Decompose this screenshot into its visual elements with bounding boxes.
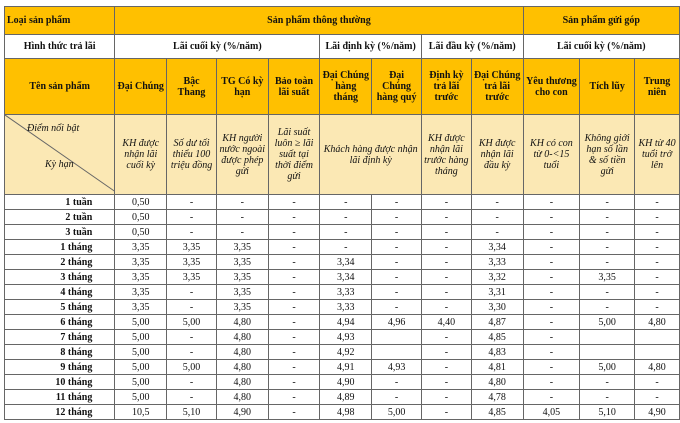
rate-cell: - [268,270,320,285]
rate-cell: - [372,240,422,255]
rate-cell: 3,34 [320,255,372,270]
rate-cell: - [523,330,580,345]
rate-cell [580,345,635,360]
rate-rows [5,195,680,420]
rate-cell: - [580,225,635,240]
product-bac-thang: Bậc Thang [167,59,217,115]
rate-cell: - [421,270,471,285]
regular-products-header: Sản phẩm thông thường [115,7,523,35]
rate-cell: 4,96 [372,315,422,330]
table-row [5,195,680,210]
product-dinh-ky-tra-lai-truoc: Định kỳ trả lãi trước [421,59,471,115]
rate-cell: - [523,390,580,405]
periodic-interest-header: Lãi định kỳ (%/năm) [320,35,422,59]
term-cell: 2 tháng [5,255,115,270]
feature-text: KH có con từ 0-<15 tuổi [523,115,580,195]
rate-cell: 5,00 [115,390,167,405]
table-row [5,315,680,330]
term-cell: 7 tháng [5,330,115,345]
rate-cell: - [167,300,217,315]
rate-cell: - [372,390,422,405]
rate-cell: - [635,390,680,405]
rate-cell [635,345,680,360]
term-cell: 3 tuần [5,225,115,240]
rate-cell: - [268,285,320,300]
rate-cell: 5,00 [115,315,167,330]
term-cell: 4 tháng [5,285,115,300]
table-row [5,405,680,420]
rate-cell: - [523,210,580,225]
term-cell: 1 tuần [5,195,115,210]
rate-cell: - [421,255,471,270]
rate-cell: - [523,255,580,270]
rate-cell: - [268,195,320,210]
table-row [5,240,680,255]
rate-cell: 4,85 [471,405,523,420]
rate-cell: - [372,270,422,285]
rate-cell: - [523,375,580,390]
rate-cell: 5,10 [580,405,635,420]
feature-text: Khách hàng được nhận lãi định kỳ [320,115,422,195]
term-cell: 1 tháng [5,240,115,255]
rate-cell: 4,93 [372,360,422,375]
rate-cell: - [635,270,680,285]
rate-cell: - [523,360,580,375]
rate-cell: 3,33 [320,285,372,300]
term-cell: 10 tháng [5,375,115,390]
rate-cell: - [523,345,580,360]
installment-end-term-interest-header: Lãi cuối kỳ (%/năm) [523,35,679,59]
table-row [5,210,680,225]
term-label: Kỳ hạn [45,159,74,170]
product-dai-chung-hang-thang: Đại Chúng hàng tháng [320,59,372,115]
rate-cell: - [167,345,217,360]
rate-cell: 3,35 [115,285,167,300]
rate-cell: 3,35 [115,270,167,285]
rate-cell: 4,81 [471,360,523,375]
rate-cell: 0,50 [115,210,167,225]
rate-cell: 4,93 [320,330,372,345]
rate-cell: - [580,285,635,300]
rate-cell [372,330,422,345]
rate-cell: 3,35 [167,240,217,255]
table-row [5,255,680,270]
table-row [5,225,680,240]
rate-cell: 4,40 [421,315,471,330]
term-cell: 3 tháng [5,270,115,285]
rate-cell: - [268,330,320,345]
rate-cell: - [635,375,680,390]
rate-cell: 10,5 [115,405,167,420]
rate-cell: - [421,240,471,255]
table-row [5,300,680,315]
rate-cell: - [635,285,680,300]
rate-cell: - [167,285,217,300]
rate-cell: 4,80 [216,375,268,390]
table-row [5,390,680,405]
rate-cell: 3,35 [115,300,167,315]
rate-cell: 3,35 [216,240,268,255]
rate-cell: 5,00 [115,330,167,345]
rate-cell: - [471,210,523,225]
rate-cell: - [580,390,635,405]
rate-cell: - [167,375,217,390]
rate-cell: - [167,225,217,240]
rate-cell: - [372,375,422,390]
rate-cell: - [421,300,471,315]
rate-cell: 3,35 [167,255,217,270]
rate-cell: 4,90 [635,405,680,420]
rate-cell: 3,35 [216,285,268,300]
interest-rate-table [4,6,680,420]
rate-cell: 4,83 [471,345,523,360]
rate-cell: - [372,285,422,300]
rate-cell: - [320,240,372,255]
rate-cell: 3,32 [471,270,523,285]
table-row [5,375,680,390]
product-dai-chung: Đại Chúng [115,59,167,115]
rate-cell: - [580,300,635,315]
rate-cell: - [471,225,523,240]
rate-cell: - [372,300,422,315]
rate-cell: 5,00 [580,315,635,330]
product-type-label: Loại sản phẩm [5,7,115,35]
rate-cell: - [421,225,471,240]
table-row [5,330,680,345]
product-dai-chung-hang-quy: Đại Chúng hàng quý [372,59,422,115]
term-cell: 9 tháng [5,360,115,375]
rate-cell: 4,78 [471,390,523,405]
highlights-label: Điểm nổi bật [27,123,80,134]
rate-cell: - [523,285,580,300]
rate-cell: 4,90 [216,405,268,420]
rate-cell: - [421,405,471,420]
rate-cell: - [523,315,580,330]
rate-cell: - [421,390,471,405]
product-yeu-thuong-cho-con: Yêu thương cho con [523,59,580,115]
rate-cell: - [268,240,320,255]
product-trung-nien: Trung niên [635,59,680,115]
rate-cell: - [421,360,471,375]
rate-cell: - [421,195,471,210]
rate-cell: - [268,300,320,315]
rate-cell: - [523,225,580,240]
rate-cell: - [268,345,320,360]
rate-cell: - [268,405,320,420]
rate-cell: - [320,195,372,210]
rate-cell: 4,80 [216,330,268,345]
rate-cell: - [268,315,320,330]
term-cell: 11 tháng [5,390,115,405]
rate-cell: - [523,195,580,210]
rate-cell: - [372,210,422,225]
rate-cell [635,330,680,345]
rate-cell: - [635,195,680,210]
rate-cell: - [635,210,680,225]
rate-cell: 3,33 [471,255,523,270]
end-term-interest-header: Lãi cuối kỳ (%/năm) [115,35,320,59]
rate-cell: 4,80 [216,390,268,405]
rate-cell: 5,00 [115,345,167,360]
rate-cell: 3,35 [216,300,268,315]
rate-cell: - [471,195,523,210]
rate-cell: 4,80 [635,360,680,375]
feature-text: KH được nhận lãi trước hàng tháng [421,115,471,195]
rate-cell: - [268,210,320,225]
rate-cell: - [372,255,422,270]
rate-cell: - [523,240,580,255]
feature-text: KH được nhận lãi đầu kỳ [471,115,523,195]
rate-cell: 3,31 [471,285,523,300]
rate-cell: - [635,225,680,240]
feature-text: Không giới hạn số lần & số tiền gửi [580,115,635,195]
rate-cell: - [167,195,217,210]
rate-cell: - [635,240,680,255]
rate-cell: 3,34 [471,240,523,255]
installment-products-header: Sản phẩm gửi góp [523,7,679,35]
term-cell: 5 tháng [5,300,115,315]
rate-cell: 5,00 [372,405,422,420]
rate-cell: 3,33 [320,300,372,315]
rate-cell: 3,30 [471,300,523,315]
table-row [5,345,680,360]
rate-cell: - [268,375,320,390]
rate-cell: - [523,300,580,315]
rate-cell: - [421,330,471,345]
rate-cell: - [167,390,217,405]
rate-cell: 4,80 [216,345,268,360]
feature-text: KH người nước ngoài được phép gửi [216,115,268,195]
rate-cell: - [580,255,635,270]
rate-cell: - [320,210,372,225]
term-cell: 6 tháng [5,315,115,330]
rate-cell: - [167,210,217,225]
rate-cell: 4,05 [523,405,580,420]
feature-text: Lãi suất luôn ≥ lãi suất tại thời điểm gửi [268,115,320,195]
product-tg-co-ky-han: TG Có kỳ hạn [216,59,268,115]
rate-cell: - [580,375,635,390]
table-row [5,360,680,375]
rate-cell: - [421,285,471,300]
rate-cell: 4,80 [635,315,680,330]
rate-cell: - [216,225,268,240]
term-cell: 8 tháng [5,345,115,360]
table-row [5,270,680,285]
rate-cell: 5,00 [115,375,167,390]
rate-cell: 3,35 [115,255,167,270]
term-cell: 12 tháng [5,405,115,420]
rate-cell: - [635,300,680,315]
rate-cell: 3,35 [167,270,217,285]
highlight-term-diagonal-cell [5,115,115,195]
rate-cell: - [167,330,217,345]
rate-cell: - [580,195,635,210]
rate-cell: 5,00 [167,360,217,375]
rate-cell: - [372,195,422,210]
rate-cell: - [523,270,580,285]
rate-cell: 3,35 [216,255,268,270]
product-name-label: Tên sản phẩm [5,59,115,115]
rate-cell: 5,00 [167,315,217,330]
rate-cell: - [421,210,471,225]
rate-cell: - [216,195,268,210]
product-tich-luy: Tích lũy [580,59,635,115]
rate-cell: 3,35 [216,270,268,285]
term-cell: 2 tuần [5,210,115,225]
rate-cell: 0,50 [115,225,167,240]
rate-cell: - [421,375,471,390]
rate-cell: 3,34 [320,270,372,285]
rate-cell: 5,10 [167,405,217,420]
rate-cell: 3,35 [115,240,167,255]
rate-cell: 5,00 [115,360,167,375]
payment-method-label: Hình thức trả lãi [5,35,115,59]
rate-cell: 4,94 [320,315,372,330]
rate-cell: 4,92 [320,345,372,360]
rate-cell: 4,85 [471,330,523,345]
rate-cell: - [268,255,320,270]
feature-text: KH được nhận lãi cuối kỳ [115,115,167,195]
rate-cell: 3,35 [580,270,635,285]
rate-cell: 0,50 [115,195,167,210]
rate-cell: - [421,345,471,360]
rate-cell: 4,98 [320,405,372,420]
rate-cell: 4,87 [471,315,523,330]
rate-cell: - [372,225,422,240]
product-bao-toan-lai-suat: Bảo toàn lãi suất [268,59,320,115]
rate-cell: - [320,225,372,240]
rate-cell [580,330,635,345]
rate-cell [372,345,422,360]
rate-cell: - [216,210,268,225]
rate-cell: 5,00 [580,360,635,375]
rate-cell: - [635,255,680,270]
rate-cell: 4,91 [320,360,372,375]
upfront-interest-header: Lãi đầu kỳ (%/năm) [421,35,523,59]
rate-cell: 4,89 [320,390,372,405]
rate-cell: 4,80 [216,315,268,330]
feature-text: KH từ 40 tuổi trở lên [635,115,680,195]
table-row [5,285,680,300]
rate-cell: - [268,360,320,375]
rate-cell: - [580,240,635,255]
product-dai-chung-tra-lai-truoc: Đại Chúng trả lãi trước [471,59,523,115]
rate-cell: - [268,225,320,240]
rate-cell: - [268,390,320,405]
rate-cell: 4,80 [471,375,523,390]
rate-cell: - [580,210,635,225]
rate-cell: 4,80 [216,360,268,375]
feature-text: Số dư tối thiểu 100 triệu đồng [167,115,217,195]
rate-cell: 4,90 [320,375,372,390]
